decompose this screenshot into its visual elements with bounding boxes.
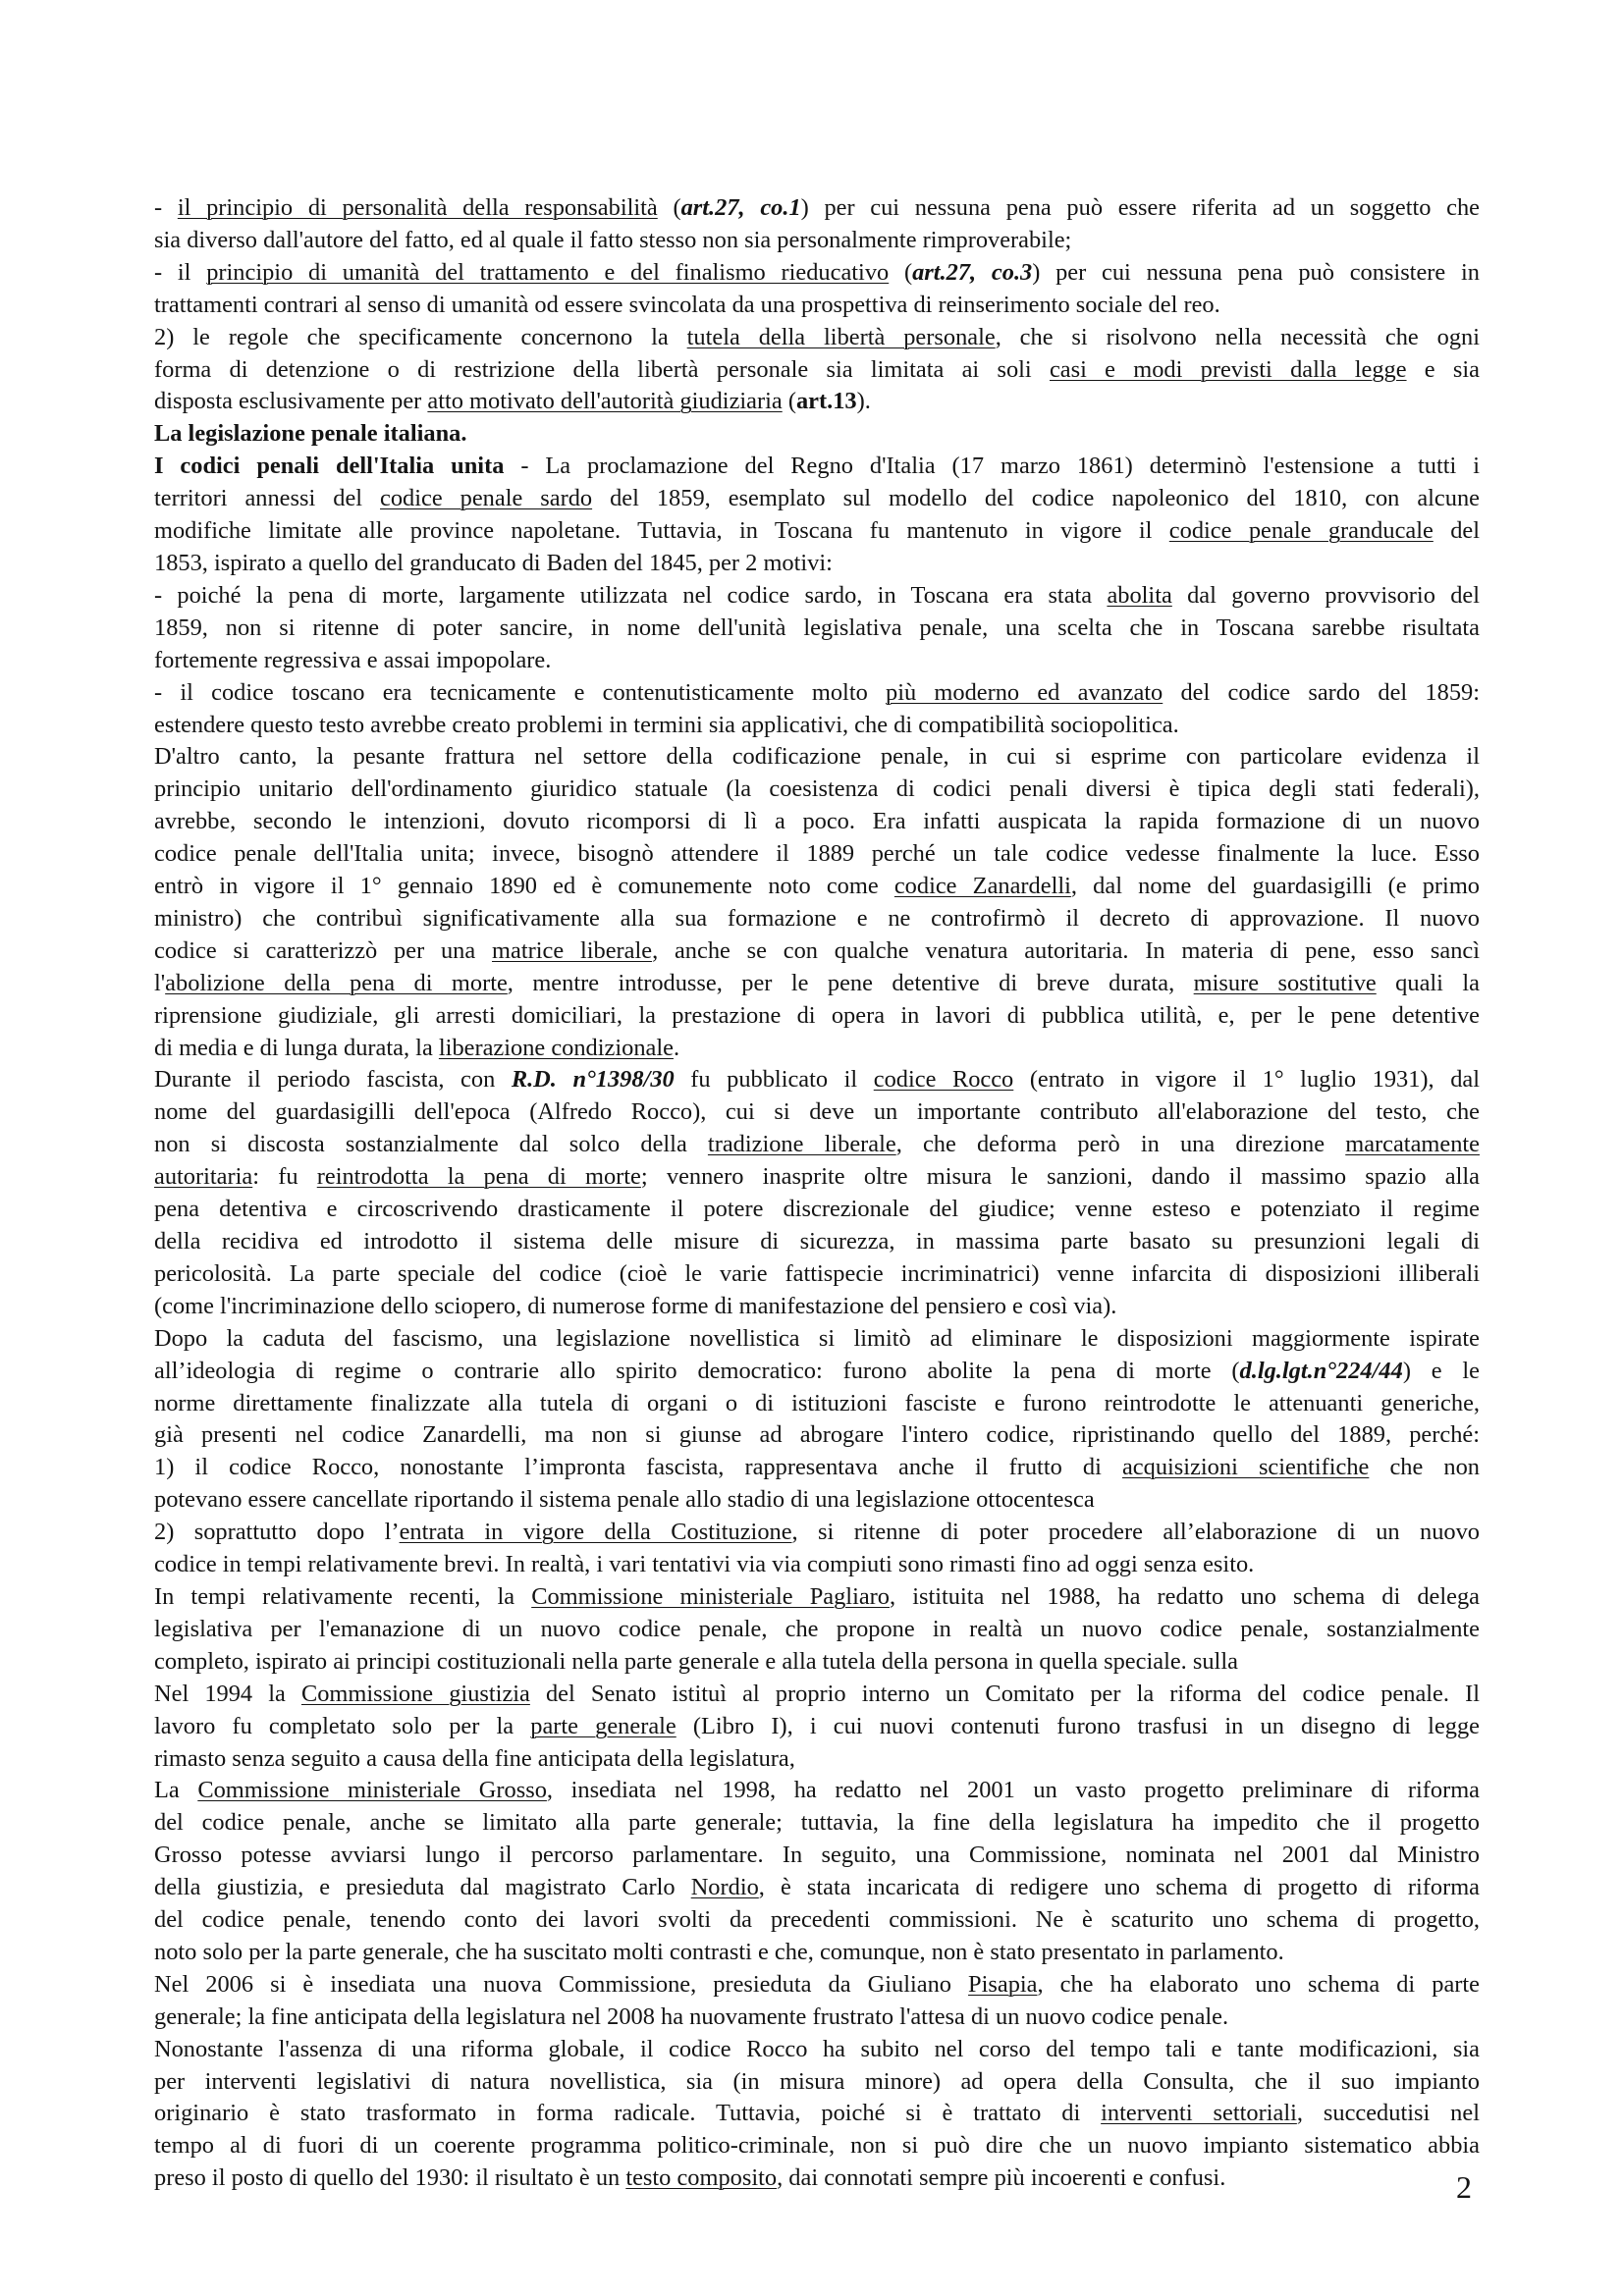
text-run: 1853, ispirato a quello del granducato di Baden del 1845, per 2 motivi: — [154, 549, 833, 576]
text-line — [154, 1291, 1480, 1323]
text-line — [154, 1904, 1480, 1937]
text-line — [154, 1646, 1480, 1679]
underlined-term: codice Rocco — [873, 1066, 1014, 1094]
text-line — [154, 871, 1480, 903]
text-run: - poiché la pena di morte, largamente utilizzata nel codice sardo, in Toscana era stata — [154, 581, 1108, 609]
underlined-term: Commissione ministeriale Pagliaro — [531, 1582, 890, 1610]
text-run: nome del guardasigilli dell'epoca (Alfredo Rocco), cui si deve un importante contributo all'elaborazione del testo, che — [154, 1098, 1480, 1126]
text-line — [154, 1840, 1480, 1872]
text-line — [154, 1775, 1480, 1807]
underlined-term: codice penale sardo — [380, 485, 593, 512]
text-run: completo, ispirato ai principi costituzionali nella parte generale e alla tutela della persona in quella speciale. sulla — [154, 1647, 1238, 1675]
text-line — [154, 1969, 1480, 2002]
underlined-term: autoritaria — [154, 1163, 253, 1191]
text-line — [154, 935, 1480, 968]
underlined-term: codice Zanardelli — [893, 873, 1071, 900]
text-line — [154, 903, 1480, 935]
text-run: noto solo per la parte generale, che ha suscitato molti contrasti e che, comunque, non è stato presentato in parlamento. — [154, 1938, 1284, 1965]
text-line — [154, 774, 1480, 806]
text-run: trattamenti contrari al senso di umanità od essere svincolata da una prospettiva di reinserimento sociale del reo. — [154, 291, 1220, 318]
text-run: , dai connotati sempre più incoerenti e confusi. — [777, 2164, 1226, 2192]
text-run: ) per cui nessuna pena può essere riferita ad un soggetto che — [800, 194, 1480, 221]
text-run: Nel 2006 si è insediata una nuova Commissione, presieduta da Giuliano — [154, 1970, 969, 1998]
text-run: del codice sardo del 1859: — [1163, 678, 1480, 706]
text-run: potevano essere cancellate riportando il sistema penale allo stadio di una legislazione ottocentesca — [154, 1486, 1095, 1514]
text-run: , che deforma però in una direzione — [895, 1131, 1346, 1158]
text-line — [154, 613, 1480, 645]
underlined-term: acquisizioni scientifiche — [1121, 1454, 1370, 1481]
text-run: , dal nome del guardasigilli (e primo — [1070, 873, 1480, 900]
text-run: Dopo la caduta del fascismo, una legislazione novellistica si limitò ad eliminare le disposizioni maggiormente ispirate — [154, 1324, 1480, 1352]
text-run: 2) soprattutto dopo l’ — [154, 1519, 400, 1546]
underlined-term: più moderno ed avanzato — [886, 678, 1163, 706]
text-run: ministro) che contribuì significativamente alla sua formazione e ne controfirmò il decreto di approvazione. Il nuovo — [154, 904, 1480, 932]
text-run: 1859, non si ritenne di poter sancire, in nome dell'unità legislativa penale, una scelta che in Toscana sarebbe risultata — [154, 614, 1480, 641]
text-run: avrebbe, secondo le intenzioni, dovuto ricomporsi di lì a poco. Era infatti auspicata la rapida formazione di un nuovo — [154, 808, 1480, 835]
text-line — [154, 1743, 1480, 1776]
emphasized-text: R.D. n°1398/30 — [511, 1066, 675, 1094]
text-run: di media e di lunga durata, la — [154, 1034, 439, 1061]
text-line — [154, 1258, 1480, 1291]
text-line — [154, 483, 1480, 515]
text-line — [154, 1614, 1480, 1646]
text-line — [154, 1194, 1480, 1226]
text-run: del codice penale, anche se limitato alla parte generale; tuttavia, la fine della legislatura ha impedito che il progetto — [154, 1809, 1480, 1837]
emphasized-text: d.lg.lgt.n°224/44 — [1239, 1357, 1403, 1384]
text-run: fu pubblicato il — [674, 1066, 874, 1094]
text-line — [154, 1388, 1480, 1420]
underlined-term: Pisapia — [968, 1970, 1038, 1998]
text-run: del — [1433, 517, 1480, 545]
underlined-term: principio di umanità del trattamento e del finalismo rieducativo — [206, 258, 890, 286]
text-run: quali la — [1376, 969, 1480, 996]
underlined-term: marcatamente — [1345, 1131, 1480, 1158]
text-run: 1) il codice Rocco, nonostante l’impronta fascista, rappresentava anche il frutto di — [154, 1454, 1122, 1481]
text-run: , anche se con qualche venatura autoritaria. In materia di pene, esso sancì — [652, 936, 1480, 964]
underlined-term: casi e modi previsti dalla legge — [1049, 355, 1407, 383]
text-run: del codice penale, tenendo conto dei lavori svolti da precedenti commissioni. Ne è scaturito uno schema di progetto, — [154, 1906, 1480, 1934]
emphasized-text: art.27, co.1 — [680, 194, 801, 221]
text-line — [154, 1161, 1480, 1194]
text-run: 2) le regole che specificamente concernono la — [154, 323, 687, 350]
text-run: (Libro I), i cui nuovi contenuti furono trasfusi in un disegno di legge — [676, 1712, 1481, 1739]
text-line — [154, 1356, 1480, 1388]
text-run: territori annessi del — [154, 485, 381, 512]
emphasized-text: art.27, co.3 — [912, 258, 1033, 286]
underlined-term: abolita — [1107, 581, 1172, 609]
text-run: l' — [154, 969, 166, 996]
text-line — [154, 1484, 1480, 1517]
text-run: tempo al di fuori di un coerente programma politico-criminale, non si può dire che un nuovo impianto sistematico abbia — [154, 2132, 1480, 2160]
text-run: . — [673, 1034, 680, 1061]
underlined-term: reintrodotta la pena di morte — [316, 1163, 641, 1191]
text-line — [154, 451, 1480, 483]
text-run: , mentre introdusse, per le pene detentive di breve durata, — [507, 969, 1194, 996]
text-line — [154, 1129, 1480, 1161]
text-run: lavoro fu completato solo per la — [154, 1712, 531, 1739]
text-run: (entrato in vigore il 1° luglio 1931), dal — [1013, 1066, 1480, 1094]
text-run: fortemente regressiva e assai impopolare. — [154, 646, 552, 673]
text-run: principio unitario dell'ordinamento giuridico statuale (la coesistenza di codici penali diversi è tipica degli stati federali), — [154, 775, 1480, 803]
text-line — [154, 290, 1480, 322]
text-run: per interventi legislativi di natura novellistica, sia (in misura minore) ad opera della Consulta, che il suo impianto — [154, 2067, 1480, 2095]
text-run: disposta esclusivamente per — [154, 388, 428, 415]
text-run: , che ha elaborato uno schema di parte — [1037, 1970, 1480, 1998]
text-run: sia diverso dall'autore del fatto, ed al quale il fatto stesso non sia personalmente rimproverabile; — [154, 226, 1072, 253]
text-run: ). — [856, 388, 871, 415]
page-number: 2 — [1456, 2169, 1472, 2205]
text-run: non si discosta sostanzialmente dal solco della — [154, 1131, 708, 1158]
text-run: entrò in vigore il 1° gennaio 1890 ed è comunemente noto come — [154, 873, 894, 900]
text-line — [154, 710, 1480, 742]
emphasized-text: I codici penali dell'Italia unita — [154, 453, 505, 480]
text-line — [154, 1549, 1480, 1581]
underlined-term: codice penale granducale — [1168, 517, 1434, 545]
underlined-term: interventi settoriali — [1101, 2100, 1297, 2127]
text-run: ) per cui nessuna pena può consistere in — [1032, 258, 1480, 286]
text-run: , insediata nel 1998, ha redatto nel 2001 un vasto progetto preliminare di riforma — [546, 1777, 1480, 1804]
text-run: generale; la fine anticipata della legislatura nel 2008 ha nuovamente frustrato l'attesa di un nuovo codice penale. — [154, 2002, 1229, 2030]
text-run: D'altro canto, la pesante frattura nel settore della codificazione penale, in cui si esprime con particolare evidenza il — [154, 743, 1480, 771]
text-line — [154, 418, 1480, 451]
text-line — [154, 322, 1480, 354]
emphasized-text: La legislazione penale italiana. — [154, 420, 467, 448]
text-line — [154, 354, 1480, 387]
text-run: codice in tempi relativamente brevi. In realtà, i vari tentativi via via compiuti sono rimasti fino ad oggi senza esito. — [154, 1551, 1255, 1578]
text-run: all’ideologia di regime o contrarie allo spirito democratico: furono abolite la pena di morte ( — [154, 1357, 1240, 1384]
underlined-term: matrice liberale — [492, 936, 653, 964]
text-run: forma di detenzione o di restrizione della libertà personale sia limitata ai soli — [154, 355, 1050, 383]
underlined-term: misure sostitutive — [1193, 969, 1377, 996]
text-line — [154, 838, 1480, 871]
text-line — [154, 2002, 1480, 2034]
text-run: , è stata incaricata di redigere uno schema di progetto di riforma — [758, 1874, 1480, 1901]
text-line — [154, 1000, 1480, 1033]
text-run: Durante il periodo fascista, con — [154, 1066, 512, 1094]
text-line — [154, 515, 1480, 548]
text-run: che non — [1369, 1454, 1480, 1481]
text-run: - il — [154, 258, 207, 286]
text-line — [154, 2034, 1480, 2066]
text-run: - — [154, 194, 178, 221]
text-line — [154, 192, 1480, 225]
emphasized-text: art.13 — [795, 388, 857, 415]
underlined-term: Commissione ministeriale Grosso — [197, 1777, 547, 1804]
text-line — [154, 2098, 1480, 2130]
text-line — [154, 1711, 1480, 1743]
text-run: e sia — [1406, 355, 1480, 383]
text-run: pericolosità. La parte speciale del codice (cioè le varie fattispecie incriminatrici) venne infarcita di disposizioni illiberali — [154, 1259, 1480, 1287]
text-line — [154, 1064, 1480, 1096]
underlined-term: tutela della libertà personale — [686, 323, 996, 350]
text-line — [154, 1679, 1480, 1711]
underlined-term: tradizione liberale — [707, 1131, 896, 1158]
document-body — [154, 192, 1480, 2195]
text-run: già presenti nel codice Zanardelli, ma non si giunse ad abrogare l'intero codice, ripristinando quello del 1889, perché: — [154, 1421, 1480, 1449]
text-run: : fu — [252, 1163, 317, 1191]
text-line — [154, 1872, 1480, 1904]
text-run: , che si risolvono nella necessità che ogni — [995, 323, 1480, 350]
underlined-term: testo composito — [625, 2164, 778, 2192]
text-run: , istituita nel 1988, ha redatto uno schema di delega — [890, 1582, 1481, 1610]
text-run: Nonostante l'assenza di una riforma globale, il codice Rocco ha subito nel corso del tempo tali e tante modificazioni, sia — [154, 2035, 1480, 2062]
text-run: , si ritenne di poter procedere all’elaborazione di un nuovo — [791, 1519, 1480, 1546]
text-line — [154, 1581, 1480, 1614]
text-run: del Senato istituì al proprio interno un Comitato per la riforma del codice penale. Il — [529, 1680, 1480, 1707]
text-run: norme direttamente finalizzate alla tutela di organi o di istituzioni fasciste e furono reintrodotte le attenuanti generiche, — [154, 1389, 1480, 1416]
text-run: ( — [782, 388, 796, 415]
text-line — [154, 677, 1480, 710]
text-run: preso il posto di quello del 1930: il risultato è un — [154, 2164, 626, 2192]
underlined-term: liberazione condizionale — [438, 1034, 674, 1061]
text-run: Nel 1994 la — [154, 1680, 301, 1707]
text-line — [154, 2163, 1480, 2195]
text-run: modifiche limitate alle province napoletane. Tuttavia, in Toscana fu mantenuto in vigore il — [154, 517, 1169, 545]
text-run: ) e le — [1402, 1357, 1480, 1384]
text-line — [154, 645, 1480, 677]
text-line — [154, 1323, 1480, 1356]
text-run: ( — [657, 194, 681, 221]
underlined-term: Nordio — [690, 1874, 759, 1901]
text-line — [154, 1419, 1480, 1452]
text-run: (come l'incriminazione dello sciopero, di numerose forme di manifestazione del pensiero e così via). — [154, 1292, 1117, 1319]
underlined-term: atto motivato dell'autorità giudiziaria — [427, 388, 783, 415]
text-line — [154, 1226, 1480, 1258]
text-run: del 1859, esemplato sul modello del codice napoleonico del 1810, con alcune — [592, 485, 1480, 512]
text-run: riprensione giudiziale, gli arresti domiciliari, la prestazione di opera in lavori di pubblica utilità, e, per le pene detentive — [154, 1001, 1480, 1029]
text-line — [154, 1807, 1480, 1840]
text-line — [154, 257, 1480, 290]
text-run: La — [154, 1777, 198, 1804]
text-run: - il codice toscano era tecnicamente e contenutisticamente molto — [154, 678, 887, 706]
text-line — [154, 1517, 1480, 1549]
text-run: rimasto senza seguito a causa della fine anticipata della legislatura, — [154, 1744, 795, 1772]
text-line — [154, 1452, 1480, 1484]
underlined-term: Commissione giustizia — [300, 1680, 530, 1707]
text-line — [154, 225, 1480, 257]
text-line — [154, 1033, 1480, 1065]
text-run: della recidiva ed introdotto il sistema delle misure di sicurezza, in massima parte basato su presunzioni legali di — [154, 1228, 1480, 1255]
text-line — [154, 548, 1480, 580]
text-run: codice si caratterizzò per una — [154, 936, 493, 964]
text-line — [154, 1096, 1480, 1129]
text-run: pena detentiva e circoscrivendo drasticamente il potere discrezionale del giudice; venne esteso e potenziato il regime — [154, 1196, 1480, 1223]
underlined-term: entrata in vigore della Costituzione — [399, 1519, 792, 1546]
underlined-term: parte generale — [530, 1712, 676, 1739]
text-run: ; vennero inasprite oltre misura le sanzioni, dando il massimo spazio alla — [640, 1163, 1480, 1191]
text-run: In tempi relativamente recenti, la — [154, 1582, 532, 1610]
text-run: dal governo provvisorio del — [1171, 581, 1480, 609]
text-line — [154, 741, 1480, 774]
text-run: codice penale dell'Italia unita; invece, bisognò attendere il 1889 perché un tale codice vedesse finalmente la luce. Esso — [154, 840, 1480, 868]
text-line — [154, 968, 1480, 1000]
text-run: ( — [889, 258, 913, 286]
text-run: - La proclamazione del Regno d'Italia (17 marzo 1861) determinò l'estensione a tutti i — [504, 453, 1480, 480]
text-line — [154, 2130, 1480, 2163]
text-run: Grosso potesse avviarsi lungo il percorso parlamentare. In seguito, una Commissione, nominata nel 2001 dal Ministro — [154, 1842, 1480, 1869]
text-line — [154, 2066, 1480, 2099]
underlined-term: il principio di personalità della responsabilità — [177, 194, 658, 221]
text-run: della giustizia, e presieduta dal magistrato Carlo — [154, 1874, 691, 1901]
text-line — [154, 1937, 1480, 1969]
text-run: estendere questo testo avrebbe creato problemi in termini sia applicativi, che di compatibilità sociopolitica. — [154, 711, 1179, 738]
text-run: originario è stato trasformato in forma radicale. Tuttavia, poiché si è trattato di — [154, 2100, 1102, 2127]
text-line — [154, 806, 1480, 838]
text-line — [154, 580, 1480, 613]
underlined-term: abolizione della pena di morte — [165, 969, 508, 996]
text-run: legislativa per l'emanazione di un nuovo codice penale, che propone in realtà un nuovo codice penale, sostanzialmente — [154, 1615, 1480, 1642]
text-line — [154, 386, 1480, 418]
text-run: , succedutisi nel — [1296, 2100, 1480, 2127]
